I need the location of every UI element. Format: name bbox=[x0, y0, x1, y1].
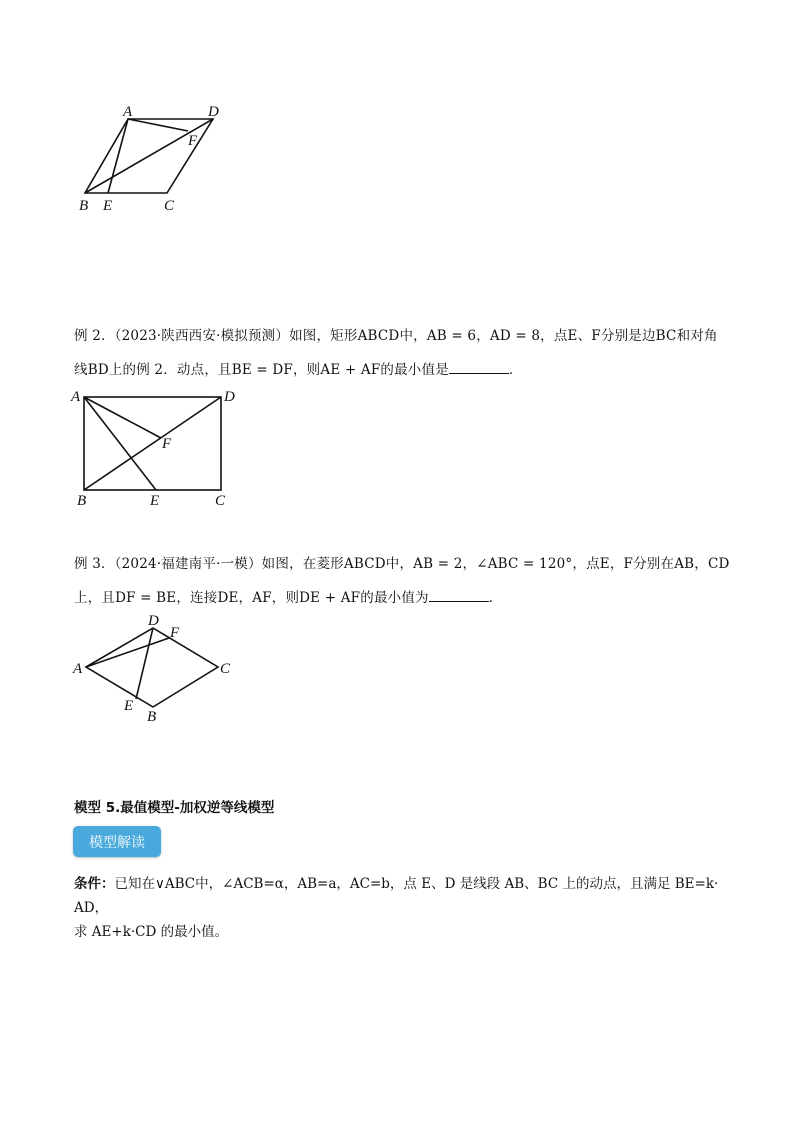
example-3-line-2-end: ． bbox=[488, 590, 503, 606]
label-c: C bbox=[220, 661, 231, 677]
answer-blank bbox=[429, 589, 489, 602]
label-f: F bbox=[170, 625, 180, 641]
segment-ae bbox=[84, 397, 156, 490]
label-e: E bbox=[103, 198, 113, 214]
condition-line-1 bbox=[74, 870, 734, 898]
figure-rectangle bbox=[70, 382, 245, 510]
example-3-line-2-text: 上，且DF = BE，连接DE，AF，则DE + AF的最小值为 bbox=[74, 590, 429, 606]
label-c: C bbox=[215, 493, 226, 509]
diagonal-bd bbox=[85, 119, 213, 193]
label-e: E bbox=[150, 493, 160, 509]
condition-line-3: 求 AE+k·CD 的最小值。 bbox=[74, 924, 229, 940]
label-d: D bbox=[148, 613, 159, 629]
label-f: F bbox=[188, 133, 198, 149]
example-2-line-1: 例 2．（2023·陕西西安·模拟预测）如图，矩形ABCD中，AB = 6，AD = 8，点E、F分别是边BC和对角 bbox=[74, 328, 718, 344]
example-2-text bbox=[74, 319, 734, 387]
example-3-line-2 bbox=[74, 581, 734, 615]
segment-af bbox=[128, 119, 188, 131]
model-interpretation-badge: 模型解读 bbox=[73, 826, 161, 857]
label-b: B bbox=[77, 493, 87, 509]
answer-blank bbox=[449, 361, 509, 374]
condition-line-1-text: 已知在∨ABC中，∠ACB=α，AB=a，AC=b，点 E、D 是线段 AB、BC 上的动点，且满足 BE=k· bbox=[114, 876, 719, 892]
rhombus-diagram bbox=[70, 612, 240, 724]
label-a: A bbox=[71, 389, 81, 405]
label-d: D bbox=[224, 389, 235, 405]
label-d: D bbox=[208, 104, 219, 120]
diagonal-bd bbox=[84, 397, 221, 490]
segment-af bbox=[84, 397, 161, 438]
example-2-line-2-text: 线BD上的例 2．动点，且BE = DF，则AE + AF的最小值是 bbox=[74, 362, 449, 378]
label-e: E bbox=[124, 698, 134, 714]
figure-rhombus bbox=[70, 612, 240, 724]
label-c: C bbox=[164, 198, 175, 214]
condition-line-2: AD， bbox=[74, 900, 109, 916]
label-b: B bbox=[79, 198, 89, 214]
section-heading: 模型 5.最值模型-加权逆等线模型 bbox=[74, 800, 275, 816]
segment-de bbox=[136, 628, 153, 699]
label-a: A bbox=[73, 661, 83, 677]
label-a: A bbox=[123, 104, 133, 120]
example-2-line-2-end: ． bbox=[508, 362, 523, 378]
figure-parallelogram bbox=[70, 100, 230, 215]
example-3-text bbox=[74, 547, 734, 615]
parallelogram-diagram bbox=[70, 100, 230, 215]
condition-text bbox=[74, 870, 734, 946]
rhombus-outline bbox=[86, 628, 218, 707]
condition-label: 条件： bbox=[74, 876, 115, 892]
example-3-line-1: 例 3．（2024·福建南平·一模）如图，在菱形ABCD中，AB = 2，∠ABC = 120°，点E，F分别在AB，CD bbox=[74, 556, 730, 572]
label-b: B bbox=[147, 709, 157, 725]
rectangle-diagram bbox=[70, 382, 245, 510]
segment-ae bbox=[108, 119, 128, 193]
label-f: F bbox=[162, 436, 172, 452]
